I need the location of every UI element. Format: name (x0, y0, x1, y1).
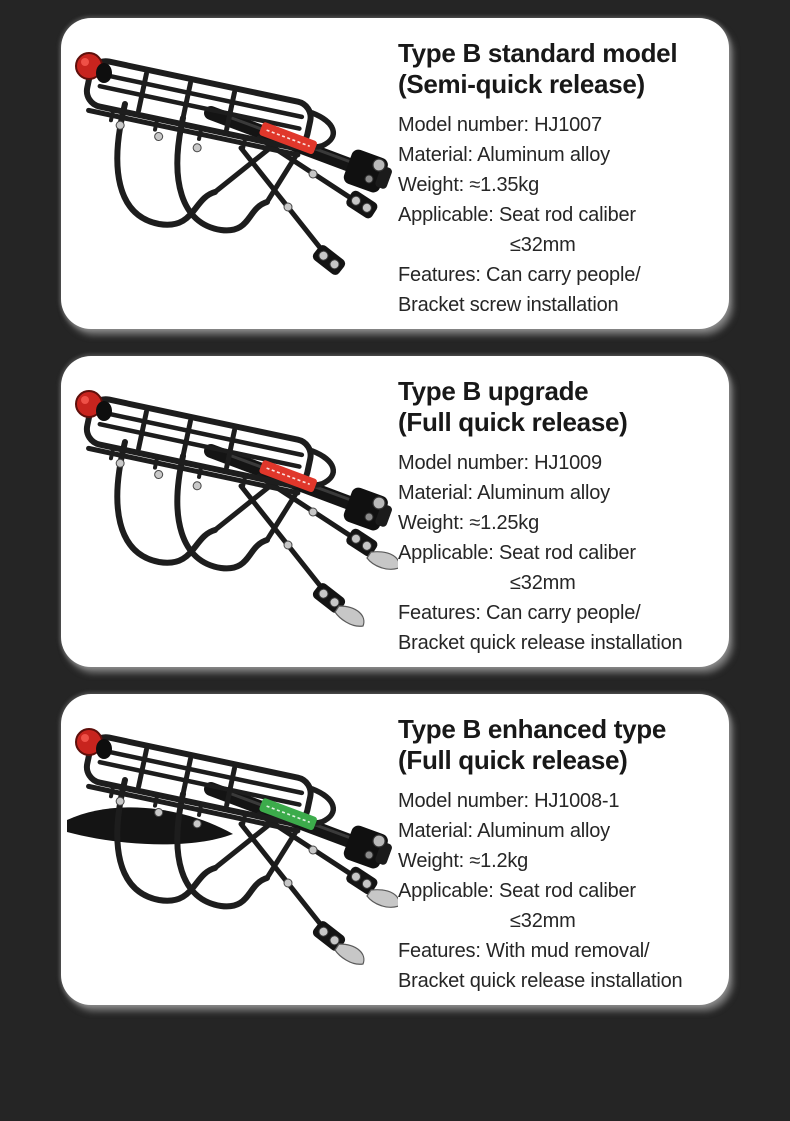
spec-features-continued: Bracket quick release installation (398, 970, 683, 992)
spec-weight: Weight: ≈1.35kg (398, 174, 540, 196)
product-card-hj1008-1 (61, 694, 729, 1005)
spec-features: Features: Can carry people/ (398, 602, 641, 624)
product-info-hj1007 (398, 18, 729, 329)
spec-model-number: Model number: HJ1008-1 (398, 790, 620, 812)
product-image-hj1009 (61, 356, 398, 667)
spec-features-continued: Bracket quick release installation (398, 632, 683, 654)
spec-applicable-continued: ≤32mm (510, 234, 576, 256)
product-title (398, 38, 725, 100)
rear-rack-illustration (61, 18, 398, 329)
spec-features: Features: Can carry people/ (398, 264, 641, 286)
spec-weight: Weight: ≈1.2kg (398, 850, 529, 872)
quick-release-levers (335, 890, 398, 965)
product-image-hj1008-1 (61, 694, 398, 1005)
spec-applicable: Applicable: Seat rod caliber (398, 542, 636, 564)
spec-applicable: Applicable: Seat rod caliber (398, 880, 636, 902)
spec-model-number: Model number: HJ1009 (398, 452, 602, 474)
rack-frame (76, 53, 395, 277)
spec-features: Features: With mud removal/ (398, 940, 650, 962)
product-title-line1: Type B upgrade (398, 376, 589, 406)
product-info-hj1009 (398, 356, 729, 667)
product-card-hj1007 (61, 18, 729, 329)
product-title-line1: Type B enhanced type (398, 714, 667, 744)
product-title (398, 714, 725, 776)
product-info-hj1008-1 (398, 694, 729, 1005)
rack-frame (76, 391, 395, 615)
spec-material: Material: Aluminum alloy (398, 144, 610, 166)
product-card-hj1009 (61, 356, 729, 667)
product-title-line2: (Full quick release) (398, 407, 628, 437)
product-title-line2: (Semi-quick release) (398, 69, 645, 99)
spec-model-number: Model number: HJ1007 (398, 114, 602, 136)
spec-applicable: Applicable: Seat rod caliber (398, 204, 636, 226)
product-image-hj1007 (61, 18, 398, 329)
quick-release-levers (335, 552, 398, 627)
product-title-line1: Type B standard model (398, 38, 678, 68)
rear-rack-illustration (61, 694, 398, 1005)
spec-applicable-continued: ≤32mm (510, 910, 576, 932)
spec-weight: Weight: ≈1.25kg (398, 512, 540, 534)
rear-rack-illustration (61, 356, 398, 667)
spec-material: Material: Aluminum alloy (398, 820, 610, 842)
spec-applicable-continued: ≤32mm (510, 572, 576, 594)
spec-material: Material: Aluminum alloy (398, 482, 610, 504)
spec-features-continued: Bracket screw installation (398, 294, 619, 316)
product-title (398, 376, 725, 438)
product-title-line2: (Full quick release) (398, 745, 628, 775)
